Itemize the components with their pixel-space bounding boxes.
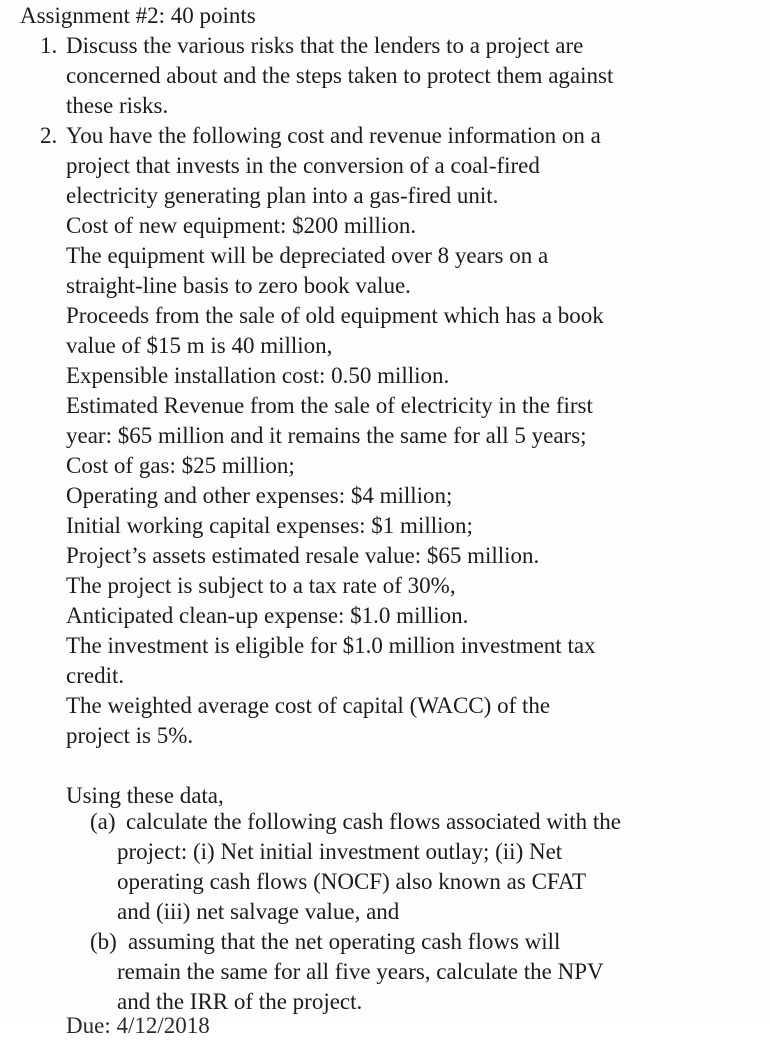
data-line-tax-credit: The investment is eligible for $1.0 million investment tax — [66, 633, 596, 658]
data-line-depreciation: The equipment will be depreciated over 8 years on a — [66, 243, 549, 268]
data-line-old-equipment: Proceeds from the sale of old equipment which has a book — [66, 303, 604, 328]
data-line-resale-value: Project’s assets estimated resale value: $65 million. — [66, 543, 540, 568]
due-date-cutoff-line: Due: 4/12/2018 — [66, 1013, 210, 1038]
data-line-working-capital: Initial working capital expenses: $1 million; — [66, 513, 473, 538]
using-data-line: Using these data, — [66, 783, 224, 808]
sub-question-b-first-line: assuming that the net operating cash flows will — [128, 929, 561, 954]
data-line-gas-cost: Cost of gas: $25 million; — [66, 453, 295, 478]
question-2-text — [66, 121, 756, 811]
sub-question-b-label: (b) — [90, 929, 117, 954]
data-line-revenue: Estimated Revenue from the sale of electricity in the first — [66, 393, 593, 418]
data-line-installation: Expensible installation cost: 0.50 million. — [66, 363, 450, 388]
question-1-line: Discuss the various risks that the lenders to a project are — [66, 33, 584, 58]
sub-question-a-line: project: (i) Net initial investment outlay; (ii) Net — [117, 839, 563, 864]
sub-question-a-label: (a) — [90, 809, 116, 834]
sub-question-a-line: operating cash flows (NOCF) also known as CFAT — [117, 869, 587, 894]
question-1-line: these risks. — [66, 93, 169, 118]
paragraph-spacer — [66, 751, 756, 781]
sub-question-a-text — [117, 837, 586, 927]
assignment-title: Assignment #2: 40 points — [20, 3, 256, 28]
question-2-number: 2. — [40, 123, 58, 148]
data-line-clean-up: Anticipated clean-up expense: $1.0 million. — [66, 603, 469, 628]
sub-question-a-first-line: calculate the following cash flows associated with the — [126, 809, 621, 834]
data-line-wacc: The weighted average cost of capital (WACC) of the — [66, 693, 551, 718]
question-1-number: 1. — [40, 33, 58, 58]
sub-question-b-text — [117, 957, 604, 1017]
question-2-intro-line: You have the following cost and revenue information on a — [66, 123, 601, 148]
question-2-intro-line: electricity generating plan into a gas-fired unit. — [66, 183, 499, 208]
sub-question-a-line: and (iii) net salvage value, and — [117, 899, 400, 924]
data-line-equipment-cost: Cost of new equipment: $200 million. — [66, 213, 417, 238]
question-1-line: concerned about and the steps taken to protect them against — [66, 63, 614, 88]
data-line-depreciation: straight-line basis to zero book value. — [66, 273, 411, 298]
data-line-wacc: project is 5%. — [66, 723, 194, 748]
sub-question-b-line: remain the same for all five years, calculate the NPV — [117, 959, 604, 984]
sub-question-b-line: and the IRR of the project. — [117, 989, 363, 1014]
question-1-text — [66, 31, 756, 121]
data-line-old-equipment: value of $15 m is 40 million, — [66, 333, 333, 358]
data-line-tax-rate: The project is subject to a tax rate of 30%, — [66, 573, 456, 598]
data-line-operating-expenses: Operating and other expenses: $4 million; — [66, 483, 453, 508]
data-line-tax-credit: credit. — [66, 663, 125, 688]
question-2-intro-line: project that invests in the conversion of a coal-fired — [66, 153, 540, 178]
data-line-revenue: year: $65 million and it remains the same for all 5 years; — [66, 423, 587, 448]
